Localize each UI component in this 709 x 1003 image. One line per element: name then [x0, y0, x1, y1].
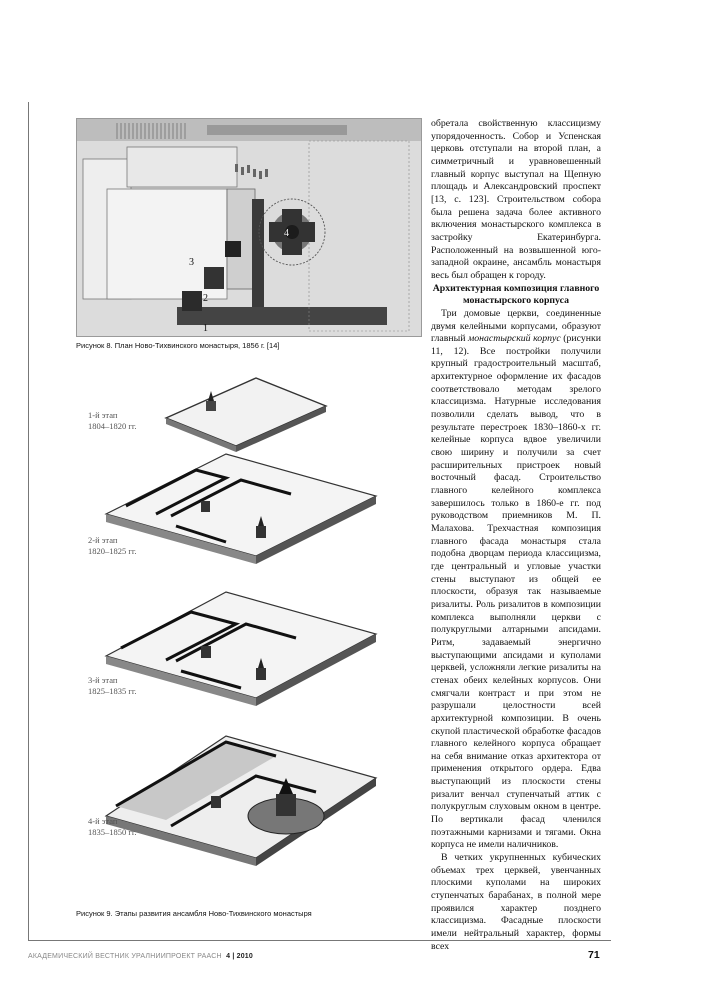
figure-9-caption: Рисунок 9. Этапы развития ансамбля Ново-Тихвинского монастыря	[76, 909, 312, 918]
article-paragraph-2	[431, 308, 601, 852]
monastery-plan-drawing	[77, 119, 421, 336]
development-stages-figure	[76, 366, 420, 904]
stages-drawing	[76, 366, 420, 904]
article-text-column	[431, 118, 601, 953]
stage-4-label: 4-й этап	[88, 816, 118, 826]
stage-1-years: 1804–1820 гг.	[88, 421, 137, 431]
page-number: 71	[588, 949, 600, 961]
paragraph-2-rest: (рисунки 11, 12). Все постройки получили крупный градостроительный масштаб, архитектурное оформление их фасадов соответствовало методам зрелого классицизма. Натурные исследования позволили сделать вывод, что в результате перестроек 1830–1860-х гг. келейные корпуса вдвое увеличили свою ширину и получили за счет расширительных пристроек новый восточный фасад. Строительство главного келейного комплекса завершилось только в 1860-е гг. под руководством приемников М. П. Малахова. Трехчастная композиция главного фасада монастыря стала подобна дворцам периода классицизма, где центральный и угловые участки стены выступают из общей ее плоскости, образуя так называемые ризалиты. Роль ризалитов в композиции комплекса выполняли церкви с полукруглыми алтарными апсидами. Ритм, задаваемый энергично выступающими апсидами и куполами церквей, усложняли легкие ризалиты на стенах обеих келейных корпусов. Они смягчали контраст и при этом не разрушали целостности всей архитектурной композиции. В очень скупой пластической обработке фасадов главного келейного корпуса обращает на себя внимание отказ архитектора от применения открытого ордера. Едва выступающий из плоскости стены ризалит венчал ступенчатый аттик с полукруглым слуховым окном в центре. По вертикали фасад членился поэтажными карнизами и тягами. Окна корпуса не имели наличников.	[431, 333, 601, 851]
article-paragraph-1: обретала свойственную классицизму упорядоченность. Собор и Успенская церковь отступали на второй план, а симметричный и уравновешенный главный корпус выступал на Щепную площадь и Александровский проспект [13, с. 123]. Строительством собора была решена задача более активного включения монастырского комплекса в застройку Екатеринбурга. Расположенный на возвышенной юго-западной окраине, ансамбль монастыря весь был обращен к городу.	[431, 118, 601, 281]
journal-issue: 4 | 2010	[226, 953, 253, 960]
plan-marker-1: 1	[203, 323, 208, 334]
stage-2-label: 2-й этап	[88, 535, 118, 545]
plan-marker-2: 2	[203, 293, 208, 304]
stage-3-label: 3-й этап	[88, 675, 118, 685]
stage-1-label: 1-й этап	[88, 410, 118, 420]
paragraph-2-emphasis: монастырский корпус	[467, 333, 561, 345]
monastery-plan-figure	[76, 118, 422, 337]
stage-2-drawing	[106, 454, 376, 564]
plan-marker-4: 4	[284, 228, 289, 239]
article-paragraph-3: В четких укрупненных кубических объемах трех церквей, увенчанных плоскими куполами на широких ступенчатых барабанах, в полной мере проявился характер позднего классицизма. Фасадные плоскости имели нейтральный характер, формы всех	[431, 852, 601, 952]
top-rule	[28, 102, 29, 940]
stage-2-years: 1820–1825 гг.	[88, 546, 137, 556]
stage-4-years: 1835–1850 гг.	[88, 827, 137, 837]
stage-3-drawing	[106, 592, 376, 706]
journal-name: АКАДЕМИЧЕСКИЙ ВЕСТНИК УРАЛНИИПРОЕКТ РААСН	[28, 953, 222, 960]
section-heading: Архитектурная композиция главного монастырского корпуса	[432, 282, 600, 307]
plan-marker-3: 3	[189, 257, 194, 268]
stage-4-drawing	[106, 736, 376, 866]
figure-8-caption: Рисунок 8. План Ново-Тихвинского монастыря, 1856 г. [14]	[76, 341, 280, 350]
journal-footer	[28, 953, 253, 960]
stage-1-drawing	[166, 378, 326, 452]
stage-3-years: 1825–1835 гг.	[88, 686, 137, 696]
paragraph-2-start: Три домовые церкви, соединенные двумя келейными корпусами, образуют главный	[431, 307, 601, 345]
